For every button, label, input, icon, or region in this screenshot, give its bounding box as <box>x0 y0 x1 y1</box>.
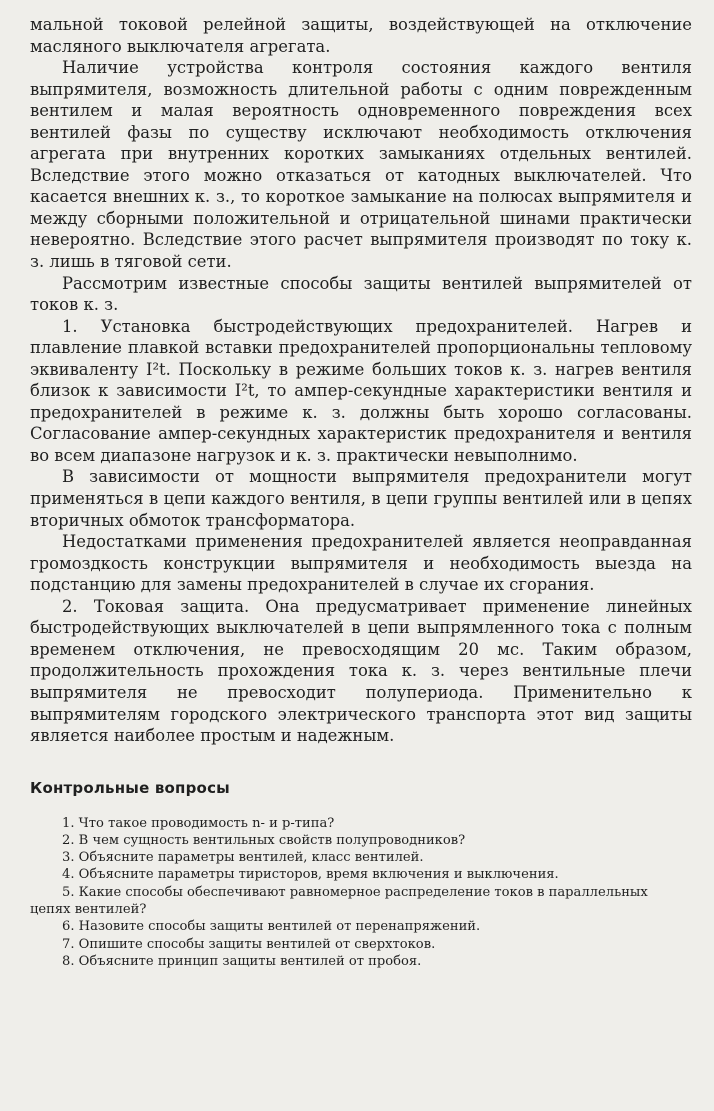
paragraph-2: Наличие устройства контроля состояния каждого вентиля выпрямителя, возможность длительной работы с одним поврежденным вентилем и малая вероятность одновременного повреждения всех вентилей фазы по существу исключают необходимость отключения агрегата при внутренних коротких замыканиях отдельных вентилей. Вследствие этого можно отказаться от катодных выключателей. Что касается внешних к. з., то короткое замыкание на полюсах выпрямителя и между сборными положительной и отрицательной шинами практически невероятно. Вследствие этого расчет выпрямителя производят по току к. з. лишь в тяговой сети. <box>30 58 692 272</box>
question-number: 8. <box>62 953 75 969</box>
question-number: 3. <box>62 850 75 866</box>
question-item <box>30 849 692 866</box>
questions-list <box>30 815 692 971</box>
paragraph-5: В зависимости от мощности выпрямителя предохранители могут применяться в цепи каждого вентиля, в цепи группы вентилей или в цепях вторичных обмоток трансформатора. <box>30 467 692 530</box>
paragraph-7: 2. Токовая защита. Она предусматривает применение линейных быстродействующих выключателей в цепи выпрямленного тока с полным временем отключения, не превосходящим 20 мс. Таким образом, продолжительность прохождения тока к. з. через вентильные плечи выпрямителя не превосходит полупериода. Применительно к выпрямителям городского электрического транспорта этот вид защиты является наиболее простым и надежным. <box>30 596 692 746</box>
question-text: Объясните параметры тиристоров, время включения и выключения. <box>78 867 559 883</box>
question-text: Назовите способы защиты вентилей от перенапряжений. <box>78 919 481 935</box>
question-text: Объясните принцип защиты вентилей от пробоя. <box>78 953 422 969</box>
question-number: 5. <box>62 884 75 900</box>
question-text: Опишите способы защиты вентилей от сверхтоков. <box>78 936 436 952</box>
question-item <box>30 953 692 970</box>
question-number: 1. <box>62 815 75 831</box>
question-number: 6. <box>62 919 75 935</box>
paragraph-3: Рассмотрим известные способы защиты вентилей выпрямителей от токов к. з. <box>30 273 692 315</box>
question-number: 2. <box>62 832 75 848</box>
question-text: В чем сущность вентильных свойств полупроводников? <box>78 832 466 848</box>
question-item <box>30 884 692 919</box>
paragraph-6: Недостатками применения предохранителей является неоправданная громоздкость конструкции выпрямителя и необходимость выезда на подстанцию для замены предохранителей в случае их сгорания. <box>30 532 692 595</box>
paragraph-1: мальной токовой релейной защиты, воздействующей на отключение масляного выключателя агрегата. <box>30 15 692 56</box>
question-item <box>30 832 692 849</box>
question-item <box>30 815 692 832</box>
section-heading: Контрольные вопросы <box>30 778 230 797</box>
question-item <box>30 918 692 935</box>
question-item <box>30 866 692 883</box>
question-number: 7. <box>62 936 75 952</box>
body-text <box>30 14 692 747</box>
question-number: 4. <box>62 867 75 883</box>
paragraph-4: 1. Установка быстродействующих предохранителей. Нагрев и плавление плавкой вставки предохранителей пропорциональны тепловому эквиваленту I²t. Поскольку в режиме больших токов к. з. нагрев вентиля близок к зависимости I²t, то ампер-секундные характеристики вентиля и предохранителей в режиме к. з. должны быть хорошо согласованы. Согласование ампер-секундных характеристик предохранителя и вентиля во всем диапазоне нагрузок и к. з. практически невыполнимо. <box>30 316 692 465</box>
question-text: Что такое проводимость n- и p-типа? <box>78 815 335 831</box>
question-text: Объясните параметры вентилей, класс вентилей. <box>78 850 424 866</box>
question-item <box>30 936 692 953</box>
question-text: Какие способы обеспечивают равномерное распределение токов в параллельных цепях вентилей? <box>30 884 648 918</box>
